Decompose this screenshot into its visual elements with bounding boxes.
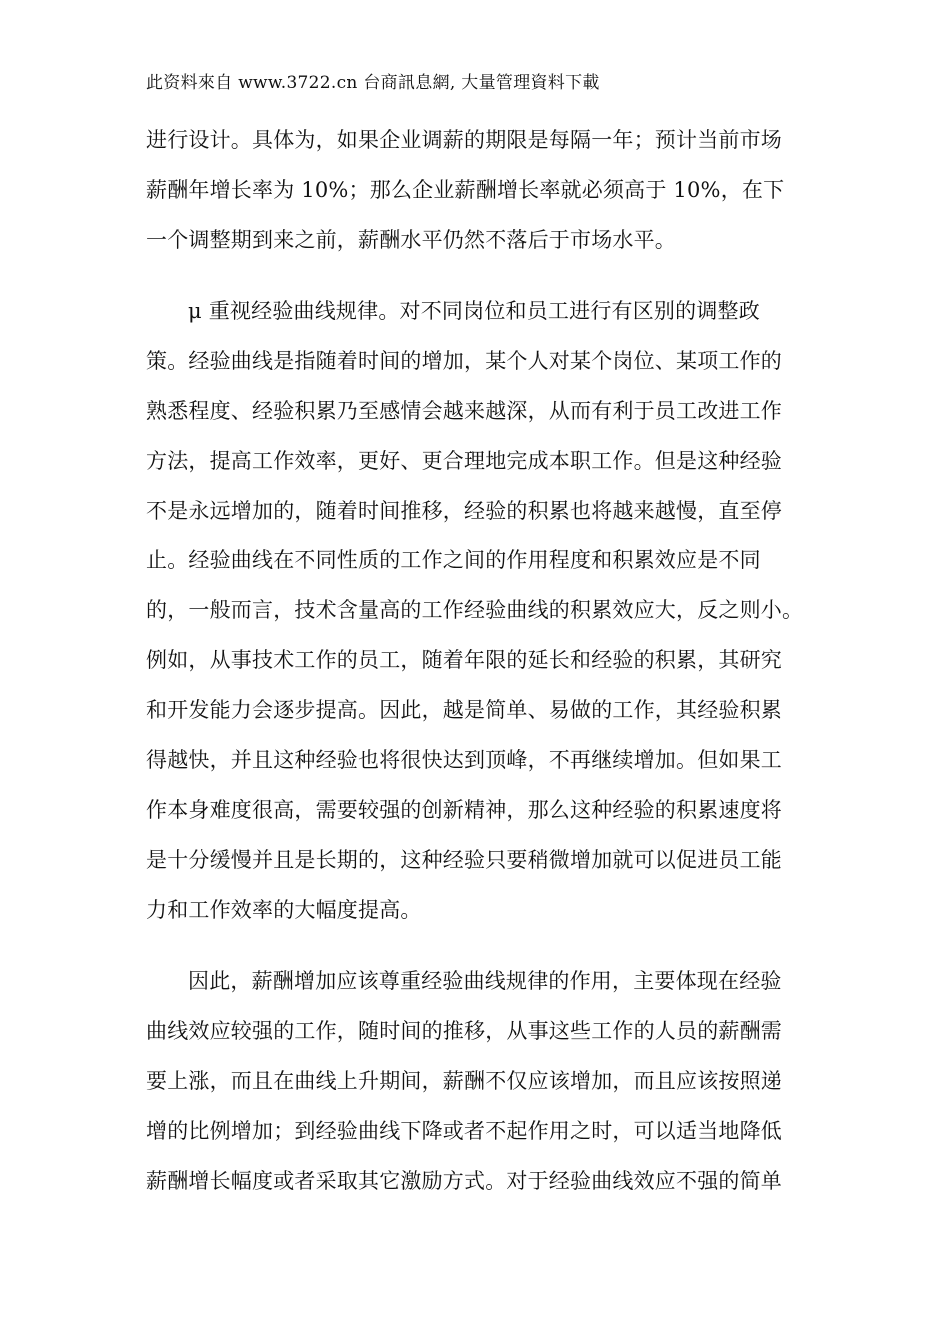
text-line: 得越快，并且这种经验也将很快达到顶峰，不再继续增加。但如果工 bbox=[146, 748, 782, 772]
text-line: 要上涨，而且在曲线上升期间，薪酬不仅应该增加，而且应该按照递 bbox=[146, 1069, 782, 1093]
text-line: 例如，从事技术工作的员工，随着年限的延长和经验的积累，其研究 bbox=[146, 648, 782, 672]
text-line: 熟悉程度、经验积累乃至感情会越来越深，从而有利于员工改进工作 bbox=[146, 399, 782, 423]
text-line: 薪酬增长幅度或者采取其它激励方式。对于经验曲线效应不强的简单 bbox=[146, 1169, 782, 1193]
text-line: 薪酬年增长率为 10%；那么企业薪酬增长率就必须高于 10%，在下 bbox=[146, 178, 785, 202]
text-line: 方法，提高工作效率，更好、更合理地完成本职工作。但是这种经验 bbox=[146, 449, 782, 473]
text-line: 是十分缓慢并且是长期的，这种经验只要稍微增加就可以促进员工能 bbox=[146, 848, 782, 872]
text-line: 曲线效应较强的工作，随时间的推移，从事这些工作的人员的薪酬需 bbox=[146, 1019, 782, 1043]
text-line: 不是永远增加的，随着时间推移，经验的积累也将越来越慢，直至停 bbox=[146, 499, 782, 523]
text-line: 策。经验曲线是指随着时间的增加，某个人对某个岗位、某项工作的 bbox=[146, 349, 782, 373]
text-line: 进行设计。具体为，如果企业调薪的期限是每隔一年；预计当前市场 bbox=[146, 128, 782, 152]
text-line: 一个调整期到来之前，薪酬水平仍然不落后于市场水平。 bbox=[146, 228, 676, 252]
text-line: 因此，薪酬增加应该尊重经验曲线规律的作用，主要体现在经验 bbox=[188, 969, 782, 993]
page-header: 此资料來自 www.3722.cn 台商訊息網, 大量管理資料下載 bbox=[146, 73, 600, 93]
text-line: 的，一般而言，技术含量高的工作经验曲线的积累效应大，反之则小。 bbox=[146, 598, 804, 622]
text-line: 增的比例增加；到经验曲线下降或者不起作用之时，可以适当地降低 bbox=[146, 1119, 782, 1143]
text-line: 作本身难度很高，需要较强的创新精神，那么这种经验的积累速度将 bbox=[146, 798, 782, 822]
text-line: 力和工作效率的大幅度提高。 bbox=[146, 898, 422, 922]
text-line: μ 重视经验曲线规律。对不同岗位和员工进行有区别的调整政 bbox=[188, 299, 760, 323]
text-line: 和开发能力会逐步提高。因此，越是简单、易做的工作，其经验积累 bbox=[146, 698, 782, 722]
text-line: 止。经验曲线在不同性质的工作之间的作用程度和积累效应是不同 bbox=[146, 548, 761, 572]
